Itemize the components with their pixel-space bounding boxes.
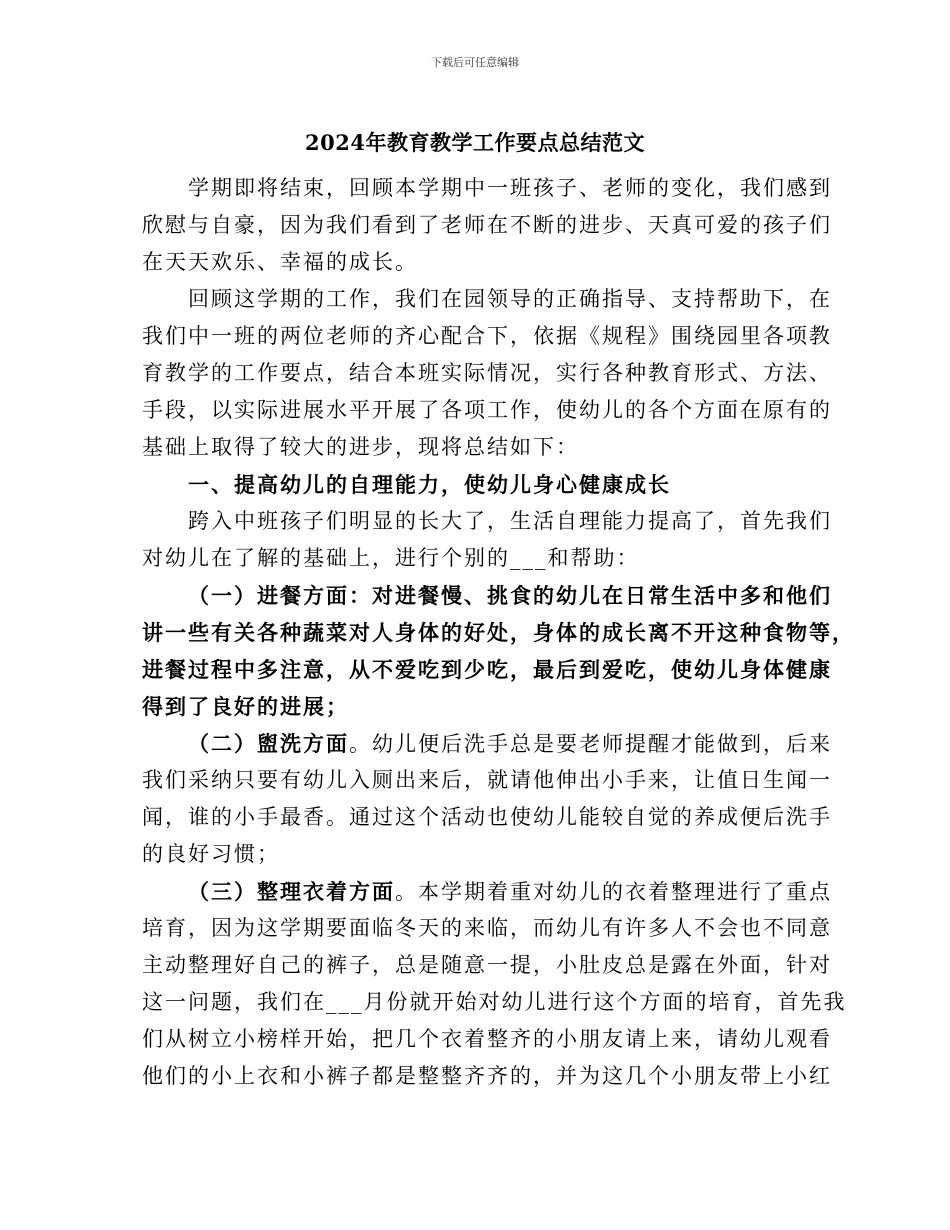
text-line: 培育，因为这学期要面临冬天的来临，而幼儿有许多人不会也不同意 — [142, 916, 832, 940]
text-line: 我们采纳只要有幼儿入厕出来后，就请他伸出小手来，让值日生闻一 — [142, 768, 832, 792]
document-title: 2024年教育教学工作要点总结范文 — [305, 130, 645, 155]
paragraph-clothing — [142, 873, 847, 1095]
text-line: 们从树立小榜样开始，把几个衣着整齐的小朋友请上来，请幼儿观看 — [142, 1027, 832, 1051]
text-line: 闻，谁的小手最香。通过这个活动也使幼儿能较自觉的养成便后洗手 — [142, 805, 832, 829]
paragraph-meals — [142, 577, 855, 725]
text-run: 。本学期着重对幼儿的衣着整理进行了重点 — [395, 880, 832, 904]
text-line: 讲一些有关各种蔬菜对人身体的好处，身体的成长离不开这种食物等， — [142, 620, 855, 645]
document-body — [142, 170, 855, 1095]
text-line: 跨入中班孩子们明显的长大了，生活自理能力提高了，首先我们 — [188, 509, 832, 533]
text-line: 进餐过程中多注意，从不爱吃到少吃，最后到爱吃，使幼儿身体健康 — [142, 657, 832, 682]
text-line: 得到了良好的进展； — [142, 694, 349, 719]
text-line: 回顾这学期的工作，我们在园领导的正确指导、支持帮助下，在 — [188, 287, 832, 311]
subheading-clothing: （三）整理衣着方面 — [188, 879, 395, 904]
text-line: 我们中一班的两位老师的齐心配合下，依据《规程》围绕园里各项教 — [142, 324, 832, 348]
text-line: 欣慰与自豪，因为我们看到了老师在不断的进步、天真可爱的孩子们 — [142, 213, 832, 237]
text-run: 。幼儿便后洗手总是要老师提醒才能做到，后来 — [349, 732, 832, 756]
text-line: 基础上取得了较大的进步，现将总结如下： — [142, 435, 579, 459]
text-line: 主动整理好自己的裤子，总是随意一提，小肚皮总是露在外面，针对 — [142, 953, 832, 977]
text-line — [142, 873, 832, 910]
text-line: 他们的小上衣和小裤子都是整整齐齐的，并为这几个小朋友带上小红 — [142, 1064, 832, 1088]
header-note: 下载后可任意编辑 — [431, 56, 519, 69]
text-line: 在天天欢乐、幸福的成长。 — [142, 250, 418, 274]
subheading-washing: （二）盥洗方面 — [188, 731, 349, 756]
section-heading: 一、提高幼儿的自理能力，使幼儿身心健康成长 — [188, 472, 671, 497]
paragraph-review — [142, 281, 832, 466]
text-line: 学期即将结束，回顾本学期中一班孩子、老师的变化，我们感到 — [188, 176, 832, 200]
text-line: （一）进餐方面：对进餐慢、挑食的幼儿在日常生活中多和他们 — [188, 583, 832, 608]
paragraph-self-care — [142, 503, 832, 577]
paragraph-washing — [142, 725, 832, 873]
text-line — [142, 725, 832, 762]
paragraph-intro — [142, 170, 832, 281]
text-line: 手段，以实际进展水平开展了各项工作，使幼儿的各个方面在原有的 — [142, 398, 832, 422]
text-line: 的良好习惯； — [142, 842, 280, 866]
text-line: 这一问题，我们在___月份就开始对幼儿进行这个方面的培育，首先我 — [142, 990, 847, 1014]
text-line: 对幼儿在了解的基础上，进行个别的___和帮助： — [142, 546, 640, 570]
text-line: 育教学的工作要点，结合本班实际情况，实行各种教育形式、方法、 — [142, 361, 832, 385]
